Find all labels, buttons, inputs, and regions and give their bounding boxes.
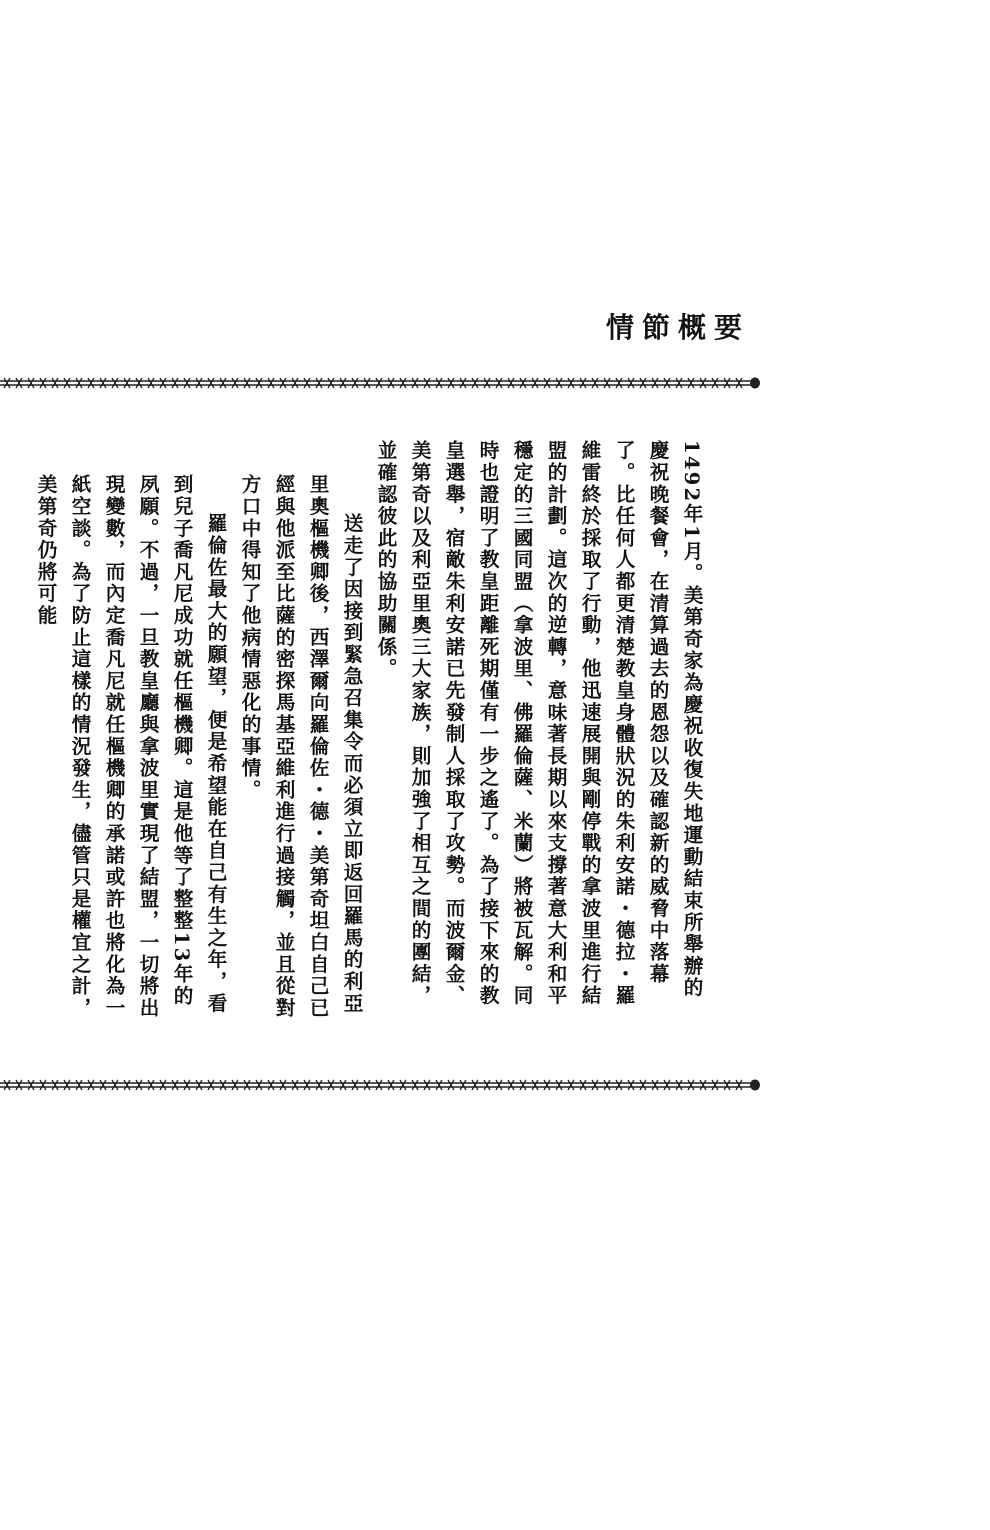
paragraph-3: 羅倫佐最大的願望，便是希望能在自己有生之年，看到兒子喬凡尼成功就任樞機卿。這是他等了整整13年的夙願。不過，一旦教皇廳與拿波里實現了結盟，一切將出現變數，而內定喬凡尼就任樞機卿的承諾或許也將化為一紙空談。為了防止這樣的情況發生，儘管只是權宜之計，美第奇仍將可能 [34,474,227,1019]
synopsis-body [8,440,708,1020]
paragraph-2: 送走了因接到緊急召集令而必須立即返回羅馬的利亞里奧樞機卿後，西澤爾向羅倫佐・德・美第奇坦白自己已經與他派至比薩的密探馬基亞維利進行過接觸，並且從對方口中得知了他病情惡化的事情。 [238,474,363,1019]
bottom-ornamental-rule [0,1078,762,1092]
page-title: 情節概要 [605,311,750,344]
top-ornamental-rule [0,376,762,390]
paragraph-1: 1492年1月。美第奇家為慶祝收復失地運動結束所舉辦的慶祝晚餐會，在清算過去的恩怨以及確認新的威脅中落幕了。比任何人都更清楚教皇身體狀況的朱利安諾・德拉・羅維雷終於採取了行動，他迅速展開與剛停戰的拿波里進行結盟的計劃。這次的逆轉，意味著長期以來支撐著意大利和平穩定的三國同盟（拿波里、佛羅倫薩、米蘭）將被瓦解。同時也證明了教皇距離死期僅有一步之遙了。為了接下來的教皇選舉，宿敵朱利安諾已先發制人採取了攻勢。而波爾金、美第奇以及利亞里奧三大家族，則加強了相互之間的團結，並確認彼此的協助關係。 [374,440,703,1007]
